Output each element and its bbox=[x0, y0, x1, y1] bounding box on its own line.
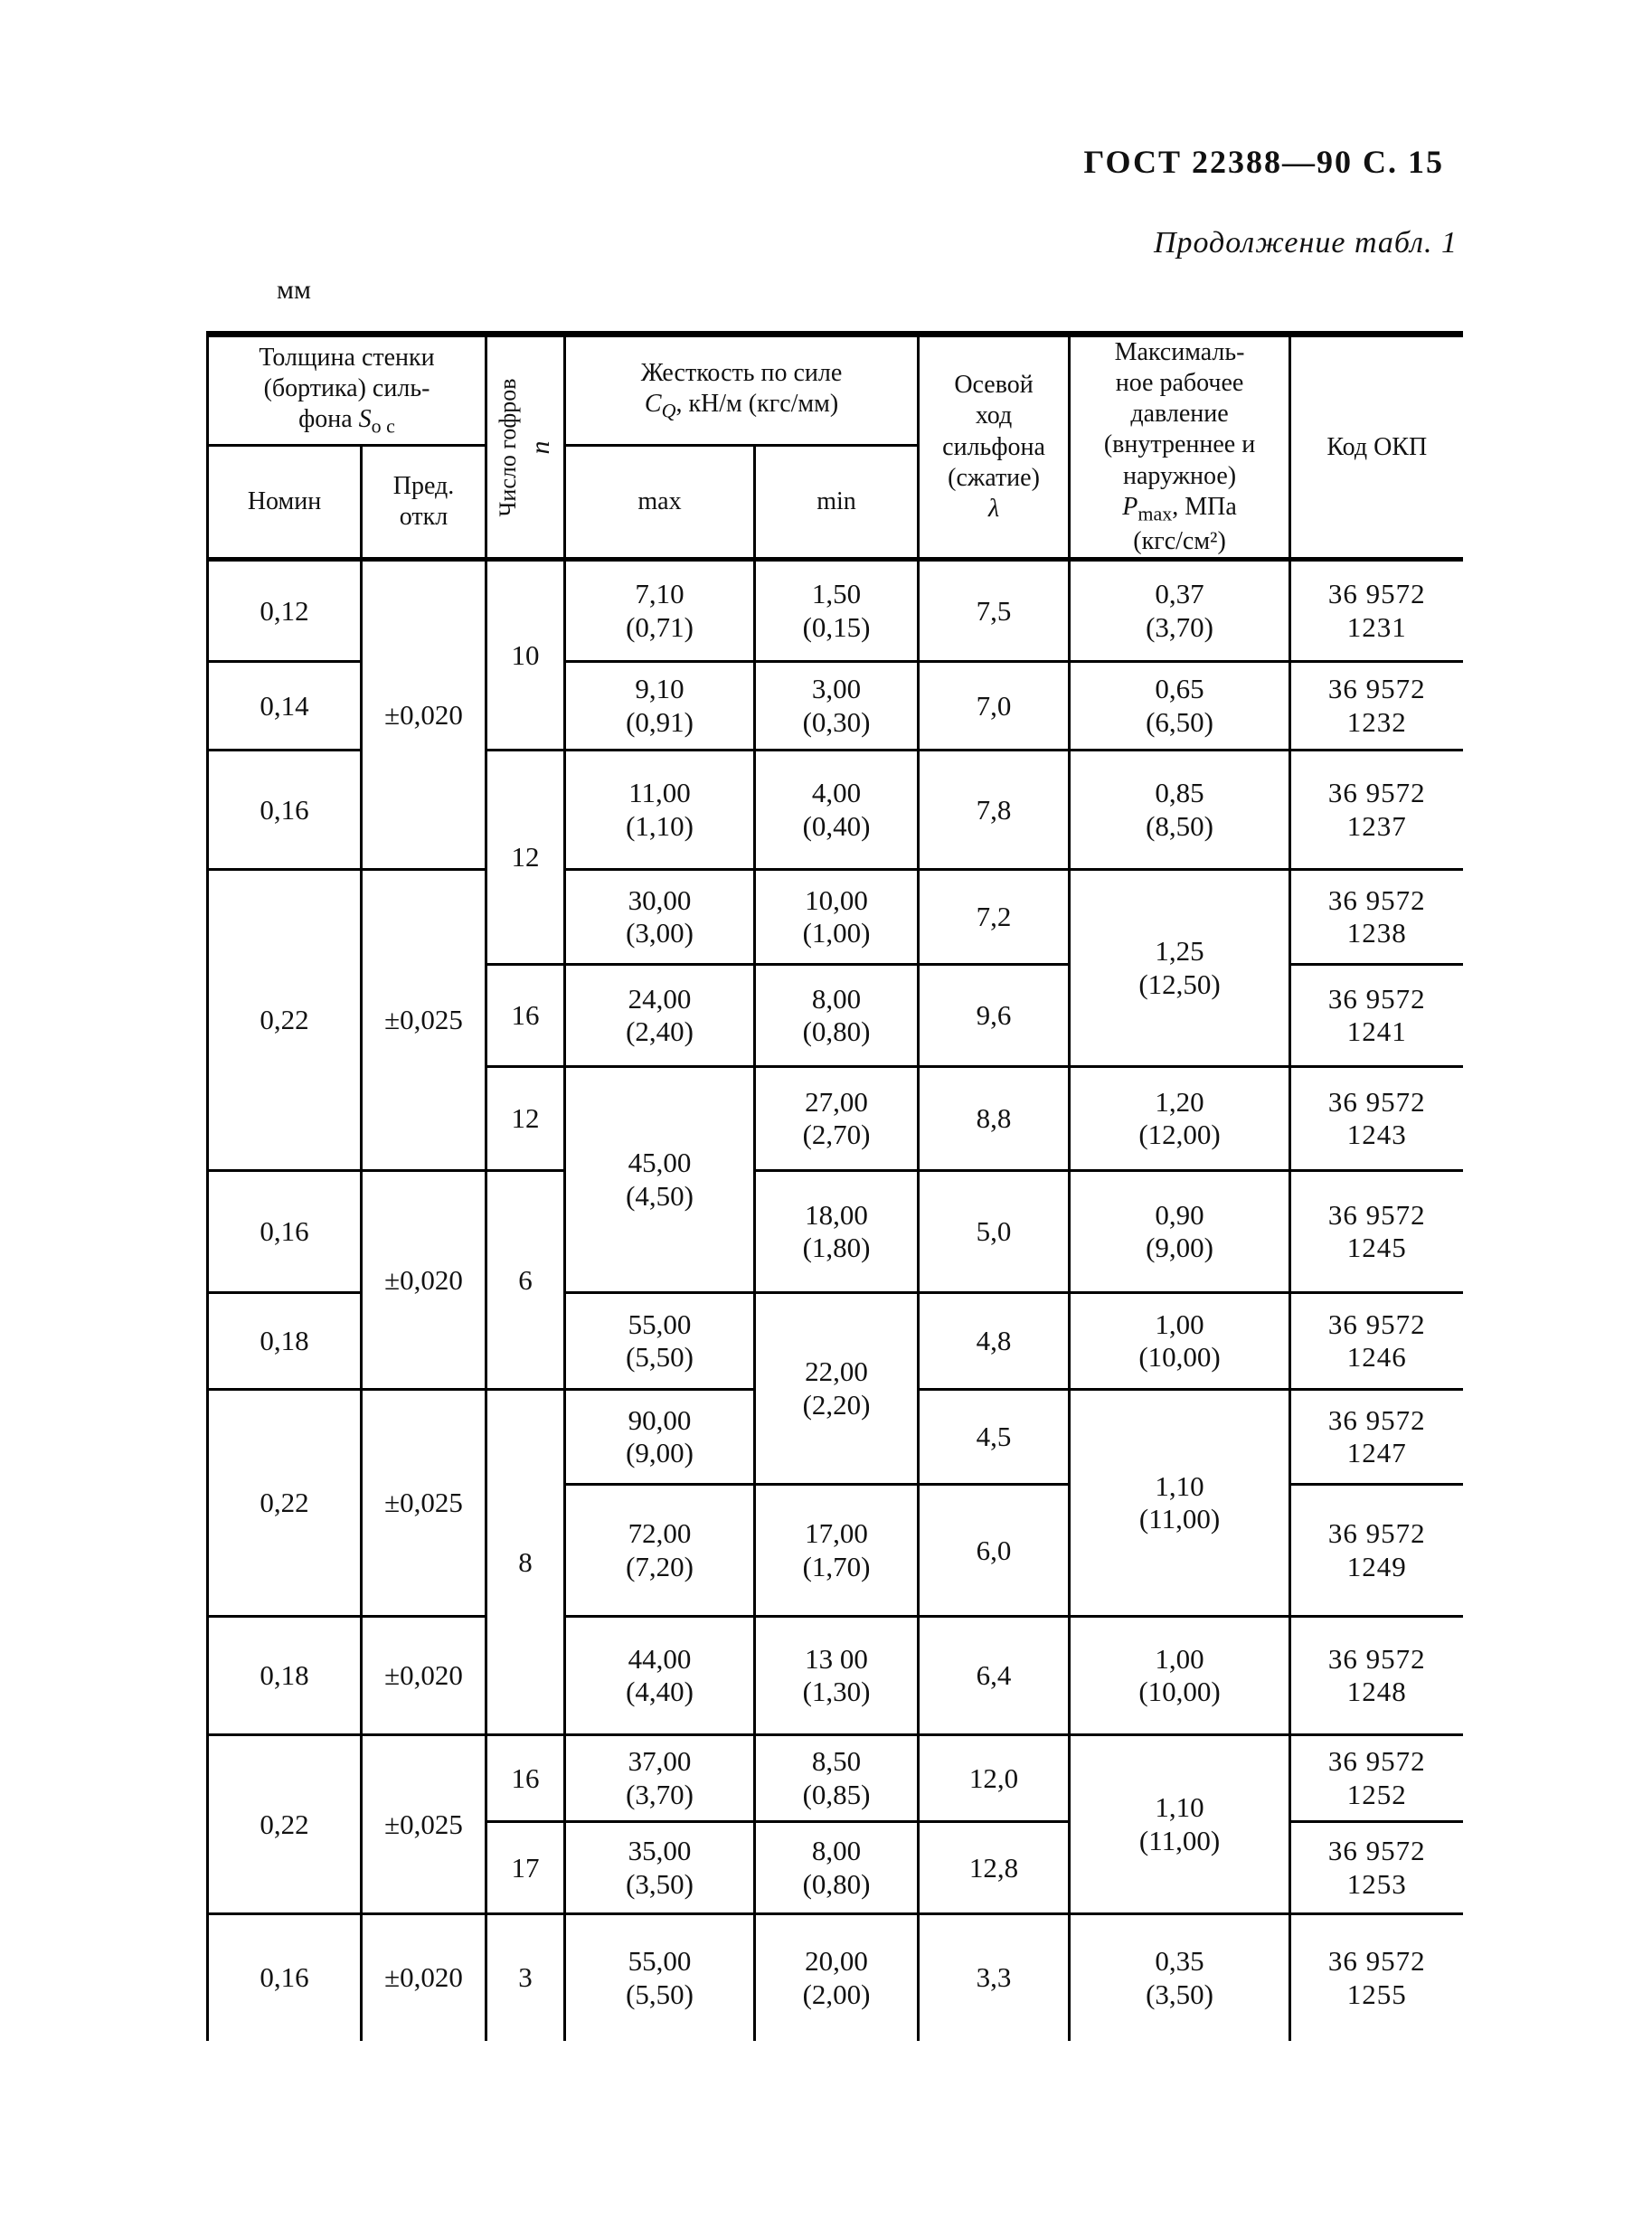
header-pressure-line5: наружное) bbox=[1122, 461, 1237, 490]
header-stiffness-group bbox=[565, 335, 919, 446]
header-stroke-line2: ход bbox=[975, 401, 1013, 430]
cell-stroke: 9,6 bbox=[919, 965, 1070, 1067]
cell-stiffness-min: 17,00 (1,70) bbox=[755, 1485, 919, 1617]
cell-pressure: 0,37 (3,70) bbox=[1070, 560, 1290, 662]
header-pressure-line3: давление bbox=[1130, 400, 1229, 429]
table-row bbox=[208, 560, 1463, 662]
cell-deviation: ±0,025 bbox=[362, 870, 486, 1171]
cell-okp-code: 36 9572 1232 bbox=[1290, 662, 1463, 751]
symbol-P: P bbox=[1122, 492, 1138, 521]
cell-stroke: 5,0 bbox=[919, 1171, 1070, 1293]
cell-stiffness-max: 35,00 (3,50) bbox=[565, 1822, 755, 1914]
cell-okp-code: 36 9572 1249 bbox=[1290, 1485, 1463, 1617]
cell-stroke: 7,0 bbox=[919, 662, 1070, 751]
symbol-C: C bbox=[644, 389, 662, 418]
cell-deviation: ±0,025 bbox=[362, 1390, 486, 1617]
header-stroke-line1: Осевой bbox=[954, 371, 1034, 400]
cell-stiffness-max: 37,00 (3,70) bbox=[565, 1735, 755, 1822]
cell-okp-code: 36 9572 1243 bbox=[1290, 1067, 1463, 1171]
header-deviation-line1: Пред. bbox=[392, 472, 455, 501]
header-corrugation-count bbox=[486, 335, 565, 560]
cell-stiffness-min: 27,00 (2,70) bbox=[755, 1067, 919, 1171]
header-stroke-line4: (сжатие) bbox=[948, 463, 1040, 492]
header-stiffness-line2: $C_Q$, кН/м (кгс/мм) bbox=[644, 389, 839, 422]
cell-stiffness-min: 8,50 (0,85) bbox=[755, 1735, 919, 1822]
table-row bbox=[208, 1735, 1463, 1822]
header-wall-thickness-line2: (бортика) силь- bbox=[263, 373, 430, 402]
document-reference: ГОСТ 22388—90 С. 15 bbox=[1083, 144, 1444, 180]
cell-okp-code: 36 9572 1245 bbox=[1290, 1171, 1463, 1293]
cell-deviation: ±0,020 bbox=[362, 1171, 486, 1390]
symbol-lambda: λ bbox=[987, 494, 1000, 523]
table-continuation-caption: Продолжение табл. 1 bbox=[1153, 226, 1458, 260]
cell-corrugations: 6 bbox=[486, 1171, 565, 1390]
header-stroke-line3: сильфона bbox=[942, 432, 1045, 461]
cell-nominal: 0,18 bbox=[208, 1293, 362, 1390]
cell-pressure: 1,10 (11,00) bbox=[1070, 1390, 1290, 1617]
cell-deviation: ±0,020 bbox=[362, 1914, 486, 2041]
header-max: max bbox=[565, 446, 755, 560]
symbol-n: n bbox=[524, 440, 555, 455]
cell-deviation: ±0,020 bbox=[362, 560, 486, 870]
cell-stroke: 7,8 bbox=[919, 751, 1070, 870]
cell-nominal: 0,12 bbox=[208, 560, 362, 662]
table-row bbox=[208, 870, 1463, 965]
cell-nominal: 0,16 bbox=[208, 1914, 362, 2041]
header-pressure-symbol-line: $P_{max}$, МПа bbox=[1122, 492, 1237, 525]
header-deviation-line2: откл bbox=[399, 503, 448, 532]
cell-nominal: 0,14 bbox=[208, 662, 362, 751]
cell-pressure: 1,10 (11,00) bbox=[1070, 1735, 1290, 1914]
cell-corrugations: 12 bbox=[486, 1067, 565, 1171]
cell-nominal: 0,22 bbox=[208, 1735, 362, 1914]
cell-corrugations: 16 bbox=[486, 965, 565, 1067]
header-pressure-line1: Максималь- bbox=[1114, 338, 1245, 366]
table-row bbox=[208, 1617, 1463, 1735]
cell-stiffness-min: 1,50 (0,15) bbox=[755, 560, 919, 662]
cell-deviation: ±0,020 bbox=[362, 1617, 486, 1735]
cell-stroke: 4,5 bbox=[919, 1390, 1070, 1485]
cell-stiffness-min: 20,00 (2,00) bbox=[755, 1914, 919, 2041]
subscript-Q: Q bbox=[661, 399, 676, 422]
cell-stroke: 4,8 bbox=[919, 1293, 1070, 1390]
cell-stroke: 3,3 bbox=[919, 1914, 1070, 2041]
cell-stiffness-max: 30,00 (3,00) bbox=[565, 870, 755, 965]
cell-pressure: 0,90 (9,00) bbox=[1070, 1171, 1290, 1293]
header-wall-thickness-line1: Толщина стенки bbox=[259, 343, 435, 372]
cell-nominal: 0,22 bbox=[208, 870, 362, 1171]
cell-stiffness-min: 18,00 (1,80) bbox=[755, 1171, 919, 1293]
cell-pressure: 1,20 (12,00) bbox=[1070, 1067, 1290, 1171]
cell-pressure: 0,85 (8,50) bbox=[1070, 751, 1290, 870]
cell-pressure: 1,25 (12,50) bbox=[1070, 870, 1290, 1067]
header-okp-code: Код ОКП bbox=[1290, 335, 1463, 560]
header-min: min bbox=[755, 446, 919, 560]
header-pressure-line4: (внутреннее и bbox=[1103, 430, 1256, 459]
subscript-max: max bbox=[1138, 502, 1173, 525]
cell-nominal: 0,22 bbox=[208, 1390, 362, 1617]
specification-table bbox=[206, 331, 1463, 2041]
table-row bbox=[208, 1171, 1463, 1293]
cell-corrugations: 10 bbox=[486, 560, 565, 751]
cell-pressure: 1,00 (10,00) bbox=[1070, 1293, 1290, 1390]
cell-corrugations: 12 bbox=[486, 751, 565, 965]
header-wall-thickness bbox=[208, 335, 486, 446]
cell-okp-code: 36 9572 1253 bbox=[1290, 1822, 1463, 1914]
symbol-S: S bbox=[358, 404, 372, 433]
cell-pressure: 1,00 (10,00) bbox=[1070, 1617, 1290, 1735]
cell-corrugations: 17 bbox=[486, 1822, 565, 1914]
table-header bbox=[208, 335, 1463, 560]
header-max-pressure bbox=[1070, 335, 1290, 560]
cell-nominal: 0,16 bbox=[208, 1171, 362, 1293]
cell-stiffness-max: 90,00 (9,00) bbox=[565, 1390, 755, 1485]
cell-stroke: 7,5 bbox=[919, 560, 1070, 662]
header-pressure-line2: ное рабочее bbox=[1115, 369, 1244, 398]
cell-stroke: 8,8 bbox=[919, 1067, 1070, 1171]
subscript-o-c: о с bbox=[371, 414, 395, 438]
cell-pressure: 0,35 (3,50) bbox=[1070, 1914, 1290, 2041]
cell-stiffness-max: 55,00 (5,50) bbox=[565, 1293, 755, 1390]
corrugations-label: Число гофров bbox=[495, 378, 522, 517]
cell-stiffness-min: 10,00 (1,00) bbox=[755, 870, 919, 965]
header-axial-stroke bbox=[919, 335, 1070, 560]
cell-corrugations: 8 bbox=[486, 1390, 565, 1735]
cell-okp-code: 36 9572 1237 bbox=[1290, 751, 1463, 870]
cell-stiffness-max: 55,00 (5,50) bbox=[565, 1914, 755, 2041]
cell-stiffness-max: 45,00 (4,50) bbox=[565, 1067, 755, 1293]
cell-stiffness-max: 11,00 (1,10) bbox=[565, 751, 755, 870]
cell-pressure: 0,65 (6,50) bbox=[1070, 662, 1290, 751]
cell-nominal: 0,16 bbox=[208, 751, 362, 870]
cell-corrugations: 3 bbox=[486, 1914, 565, 2041]
cell-corrugations: 16 bbox=[486, 1735, 565, 1822]
cell-okp-code: 36 9572 1241 bbox=[1290, 965, 1463, 1067]
units-label: мм bbox=[277, 275, 311, 305]
cell-nominal: 0,18 bbox=[208, 1617, 362, 1735]
cell-stroke: 6,0 bbox=[919, 1485, 1070, 1617]
cell-stiffness-min: 4,00 (0,40) bbox=[755, 751, 919, 870]
cell-okp-code: 36 9572 1246 bbox=[1290, 1293, 1463, 1390]
cell-okp-code: 36 9572 1231 bbox=[1290, 560, 1463, 662]
cell-stiffness-max: 7,10 (0,71) bbox=[565, 560, 755, 662]
table-row bbox=[208, 1914, 1463, 2041]
cell-stroke: 12,0 bbox=[919, 1735, 1070, 1822]
cell-stiffness-min: 3,00 (0,30) bbox=[755, 662, 919, 751]
cell-stiffness-min: 13 00 (1,30) bbox=[755, 1617, 919, 1735]
cell-stiffness-max: 9,10 (0,91) bbox=[565, 662, 755, 751]
cell-stiffness-max: 44,00 (4,40) bbox=[565, 1617, 755, 1735]
cell-okp-code: 36 9572 1248 bbox=[1290, 1617, 1463, 1735]
cell-stiffness-max: 72,00 (7,20) bbox=[565, 1485, 755, 1617]
vertical-header-text bbox=[494, 378, 557, 516]
cell-stroke: 6,4 bbox=[919, 1617, 1070, 1735]
cell-stiffness-min: 8,00 (0,80) bbox=[755, 1822, 919, 1914]
cell-stroke: 12,8 bbox=[919, 1822, 1070, 1914]
cell-stiffness-min: 8,00 (0,80) bbox=[755, 965, 919, 1067]
header-stiffness-line1: Жесткость по силе bbox=[640, 358, 843, 387]
header-deviation bbox=[362, 446, 486, 560]
cell-stroke: 7,2 bbox=[919, 870, 1070, 965]
header-pressure-units2: (кгс/см²) bbox=[1133, 527, 1226, 556]
cell-okp-code: 36 9572 1247 bbox=[1290, 1390, 1463, 1485]
cell-okp-code: 36 9572 1252 bbox=[1290, 1735, 1463, 1822]
header-nominal: Номин bbox=[208, 446, 362, 560]
cell-stiffness-max: 24,00 (2,40) bbox=[565, 965, 755, 1067]
cell-okp-code: 36 9572 1255 bbox=[1327, 1945, 1426, 2010]
cell-deviation: ±0,025 bbox=[362, 1735, 486, 1914]
table-body bbox=[208, 560, 1463, 2041]
cell-stiffness-min: 22,00 (2,20) bbox=[755, 1293, 919, 1485]
cell-okp-code: 36 9572 1238 bbox=[1290, 870, 1463, 965]
header-wall-thickness-line3: фона $S_{о с}$ bbox=[298, 404, 395, 438]
